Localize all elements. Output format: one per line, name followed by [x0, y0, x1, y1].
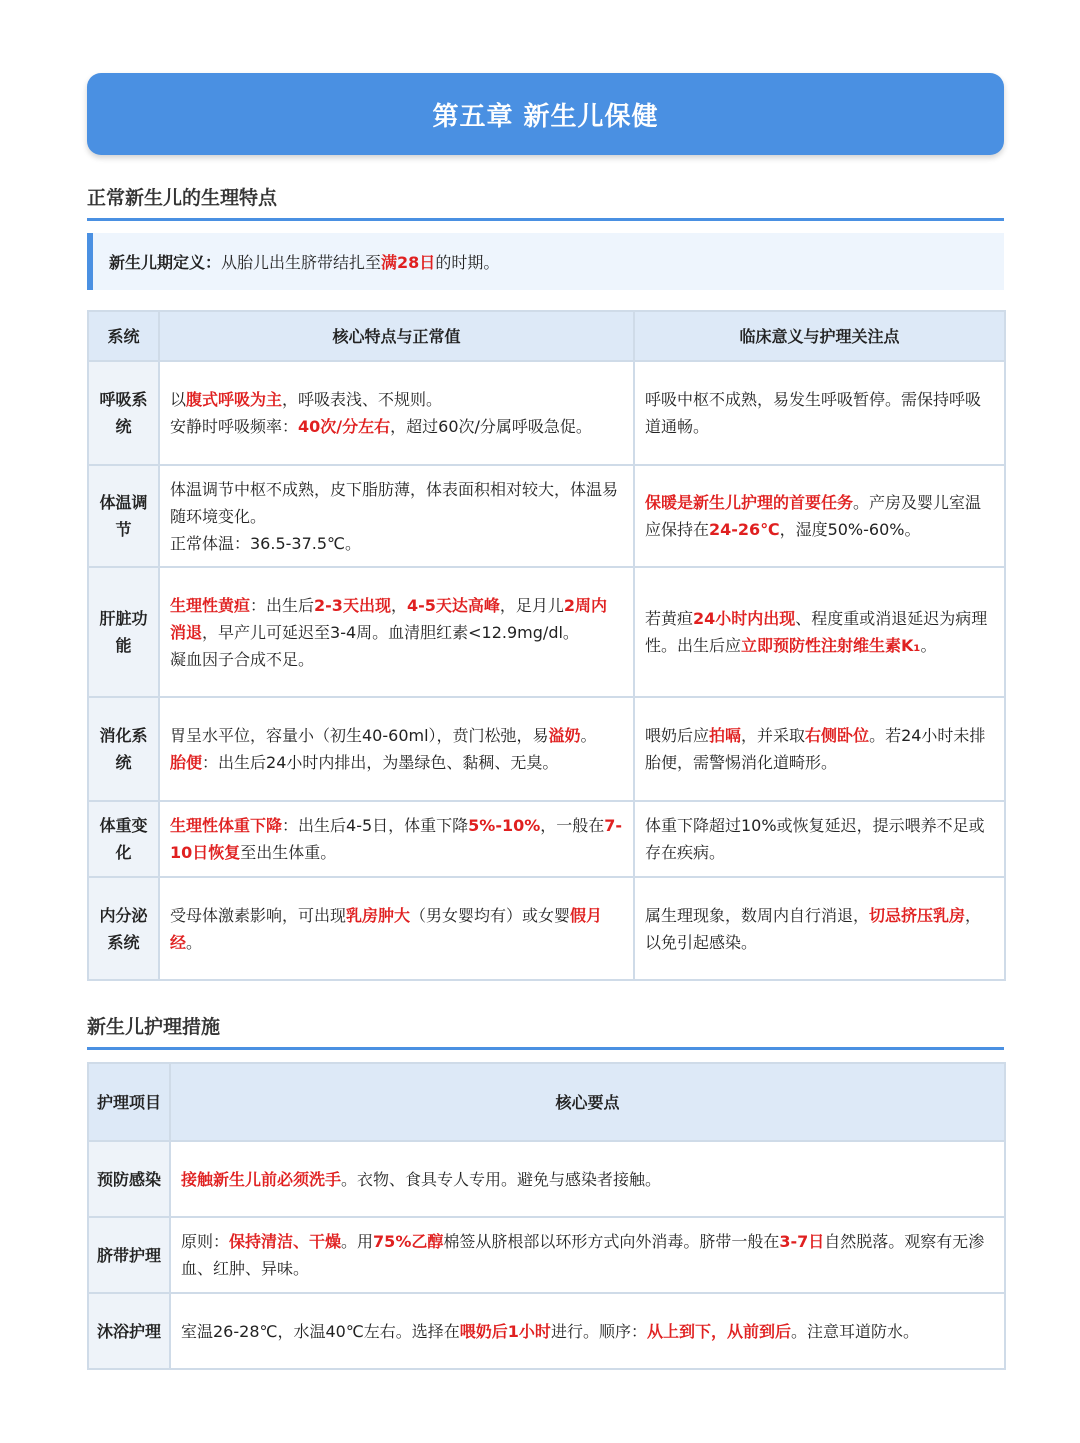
plain-text: 凝血因子合成不足。 [170, 649, 315, 669]
plain-text: 棉签从脐根部以环形方式向外消毒。脐带一般在 [443, 1232, 780, 1251]
care-points [170, 1217, 1005, 1293]
section-heading-care: 新生儿护理措施 [87, 1012, 1004, 1050]
feature-line [170, 902, 623, 956]
highlight-text: 24小时内出现 [693, 609, 796, 628]
plain-text: 正常体温：36.5-37.5℃。 [170, 533, 361, 553]
highlight-text: 切忌挤压乳房 [869, 905, 966, 925]
highlight-text: 乳房肿大 [346, 905, 411, 925]
table-row [88, 877, 1005, 980]
header-care-item: 护理项目 [88, 1063, 170, 1141]
system-name: 肝脏功能 [88, 567, 159, 697]
system-features [159, 361, 634, 465]
clinical-line [645, 489, 994, 543]
plain-text: 、程度重或消退延迟为病理性。出生后应 [645, 609, 988, 655]
feature-line [170, 386, 623, 413]
plain-text: ，早产儿可延迟至3-4周。血清胆红素<12.9mg/dl。 [202, 622, 579, 642]
feature-line [170, 646, 623, 673]
plain-text: ，足月儿 [499, 595, 564, 615]
highlight-text: 40次/分左右 [298, 417, 391, 436]
highlight-text: 溢奶 [548, 726, 581, 745]
plain-text: 。产房及婴儿室温应保持在 [645, 493, 982, 539]
highlight-text: 从上到下，从前到后 [646, 1321, 791, 1341]
system-clinical [634, 567, 1005, 697]
clinical-line [645, 386, 994, 440]
system-clinical [634, 465, 1005, 567]
care-points [170, 1141, 1005, 1217]
plain-text: 体温调节中枢不成熟，皮下脂肪薄，体表面积相对较大，体温易随环境变化。 [170, 479, 619, 526]
plain-text: 室温26-28℃，水温40℃左右。选择在 [181, 1321, 460, 1341]
plain-text: ， [390, 595, 407, 615]
feature-line [170, 530, 623, 557]
definition-text-after: 的时期。 [435, 253, 500, 272]
highlight-text: 75%乙醇 [373, 1232, 444, 1251]
table-header-row [88, 1063, 1005, 1141]
plain-text: 胃呈水平位，容量小（初生40-60ml），贲门松弛，易 [170, 726, 549, 745]
feature-line [170, 722, 623, 749]
highlight-text: 保暖是新生儿护理的首要任务 [645, 493, 854, 512]
clinical-line [645, 605, 994, 659]
care-point-line [181, 1166, 994, 1193]
highlight-text: 右侧卧位 [805, 726, 870, 745]
system-clinical [634, 697, 1005, 801]
plain-text: 。若24小时未排胎便，需警惕消化道畸形。 [645, 726, 986, 772]
clinical-line [645, 722, 994, 776]
plain-text: 。 [186, 932, 203, 952]
care-item: 脐带护理 [88, 1217, 170, 1293]
system-features [159, 877, 634, 980]
plain-text: ，以免引起感染。 [645, 905, 982, 952]
highlight-text: 3-7日 [779, 1232, 825, 1251]
system-name: 体重变化 [88, 801, 159, 877]
highlight-text: 接触新生儿前必须洗手 [181, 1169, 342, 1189]
highlight-text: 5%-10% [468, 816, 541, 835]
plain-text: 受母体激素影响，可出现 [170, 905, 347, 925]
plain-text: 。注意耳道防水。 [790, 1321, 919, 1341]
system-features [159, 801, 634, 877]
system-name: 消化系统 [88, 697, 159, 801]
system-clinical [634, 801, 1005, 877]
table-row [88, 361, 1005, 465]
feature-line [170, 749, 623, 776]
highlight-text: 立即预防性注射维生素K₁ [741, 636, 921, 655]
header-features: 核心特点与正常值 [159, 311, 634, 361]
definition-label: 新生儿期定义： [109, 253, 222, 272]
highlight-text: 喂奶后1小时 [459, 1321, 551, 1341]
system-name: 呼吸系统 [88, 361, 159, 465]
table-row [88, 801, 1005, 877]
plain-text: 喂奶后应 [645, 726, 710, 745]
plain-text: ，呼吸表浅、不规则。 [282, 390, 443, 409]
care-item: 预防感染 [88, 1141, 170, 1217]
plain-text: 至出生体重。 [240, 843, 337, 862]
plain-text: 呼吸中枢不成熟，易发生呼吸暂停。需保持呼吸道通畅。 [645, 390, 982, 436]
care-table [87, 1062, 1006, 1370]
chapter-banner [87, 73, 1004, 155]
feature-line [170, 413, 623, 440]
plain-text: 。 [920, 636, 937, 655]
feature-line [170, 592, 623, 646]
feature-line [170, 812, 623, 866]
system-name: 体温调节 [88, 465, 159, 567]
highlight-text: 2-3天出现 [314, 595, 391, 615]
definition-highlight: 满28日 [381, 253, 436, 272]
feature-line [170, 476, 623, 530]
care-points [170, 1293, 1005, 1369]
highlight-text: 保持清洁、干燥 [229, 1232, 342, 1251]
system-clinical [634, 877, 1005, 980]
table-header-row [88, 311, 1005, 361]
care-point-line [181, 1318, 994, 1345]
care-item: 沐浴护理 [88, 1293, 170, 1369]
definition-text-before: 从胎儿出生脐带结扎至 [221, 253, 382, 272]
plain-text: ：出生后4-5日，体重下降 [282, 816, 469, 835]
highlight-text: 2周内消退 [170, 595, 608, 642]
system-features [159, 697, 634, 801]
plain-text: 自然脱落。观察有无渗血、红肿、异味。 [181, 1232, 985, 1278]
system-name: 内分泌系统 [88, 877, 159, 980]
table-row [88, 1217, 1005, 1293]
chapter-title: 第五章 新生儿保健 [432, 101, 659, 132]
care-point-line [181, 1228, 994, 1282]
plain-text: 。衣物、食具专人专用。避免与感染者接触。 [341, 1169, 662, 1189]
highlight-text: 生理性黄疸 [170, 595, 251, 615]
header-clinical: 临床意义与护理关注点 [634, 311, 1005, 361]
plain-text: ，一般在 [540, 816, 605, 835]
plain-text: 若黄疸 [645, 609, 694, 628]
system-clinical [634, 361, 1005, 465]
table-row [88, 465, 1005, 567]
plain-text: （男女婴均有）或女婴 [410, 905, 571, 925]
highlight-text: 胎便 [170, 753, 203, 772]
plain-text: ，湿度50%-60%。 [779, 520, 921, 539]
table-row [88, 697, 1005, 801]
table-row [88, 1141, 1005, 1217]
highlight-text: 7-10日恢复 [170, 816, 623, 862]
highlight-text: 拍嗝 [709, 726, 742, 745]
plain-text: ：出生后 [250, 595, 315, 615]
section-heading-physiology: 正常新生儿的生理特点 [87, 183, 1004, 221]
plain-text: 安静时呼吸频率： [170, 417, 299, 436]
system-features [159, 465, 634, 567]
plain-text: 属生理现象，数周内自行消退， [645, 905, 870, 925]
definition-box [87, 233, 1004, 290]
plain-text: 以 [170, 390, 187, 409]
system-features [159, 567, 634, 697]
clinical-line [645, 902, 994, 956]
plain-text: 体重下降超过10%或恢复延迟，提示喂养不足或存在疾病。 [645, 816, 985, 862]
highlight-text: 腹式呼吸为主 [186, 390, 283, 409]
plain-text: 。用 [341, 1232, 374, 1251]
highlight-text: 24-26℃ [709, 520, 780, 539]
header-system: 系统 [88, 311, 159, 361]
physiology-table [87, 310, 1006, 981]
plain-text: 。 [580, 726, 597, 745]
plain-text: ，超过60次/分属呼吸急促。 [390, 417, 592, 436]
clinical-line [645, 812, 994, 866]
highlight-text: 4-5天达高峰 [406, 595, 500, 615]
table-row [88, 1293, 1005, 1369]
plain-text: 进行。顺序： [550, 1321, 647, 1341]
plain-text: ：出生后24小时内排出，为墨绿色、黏稠、无臭。 [202, 753, 559, 772]
table-row [88, 567, 1005, 697]
plain-text: ，并采取 [741, 726, 806, 745]
header-care-points: 核心要点 [170, 1063, 1005, 1141]
highlight-text: 生理性体重下降 [170, 816, 283, 835]
plain-text: 原则： [181, 1232, 230, 1251]
highlight-text: 假月经 [170, 905, 603, 952]
